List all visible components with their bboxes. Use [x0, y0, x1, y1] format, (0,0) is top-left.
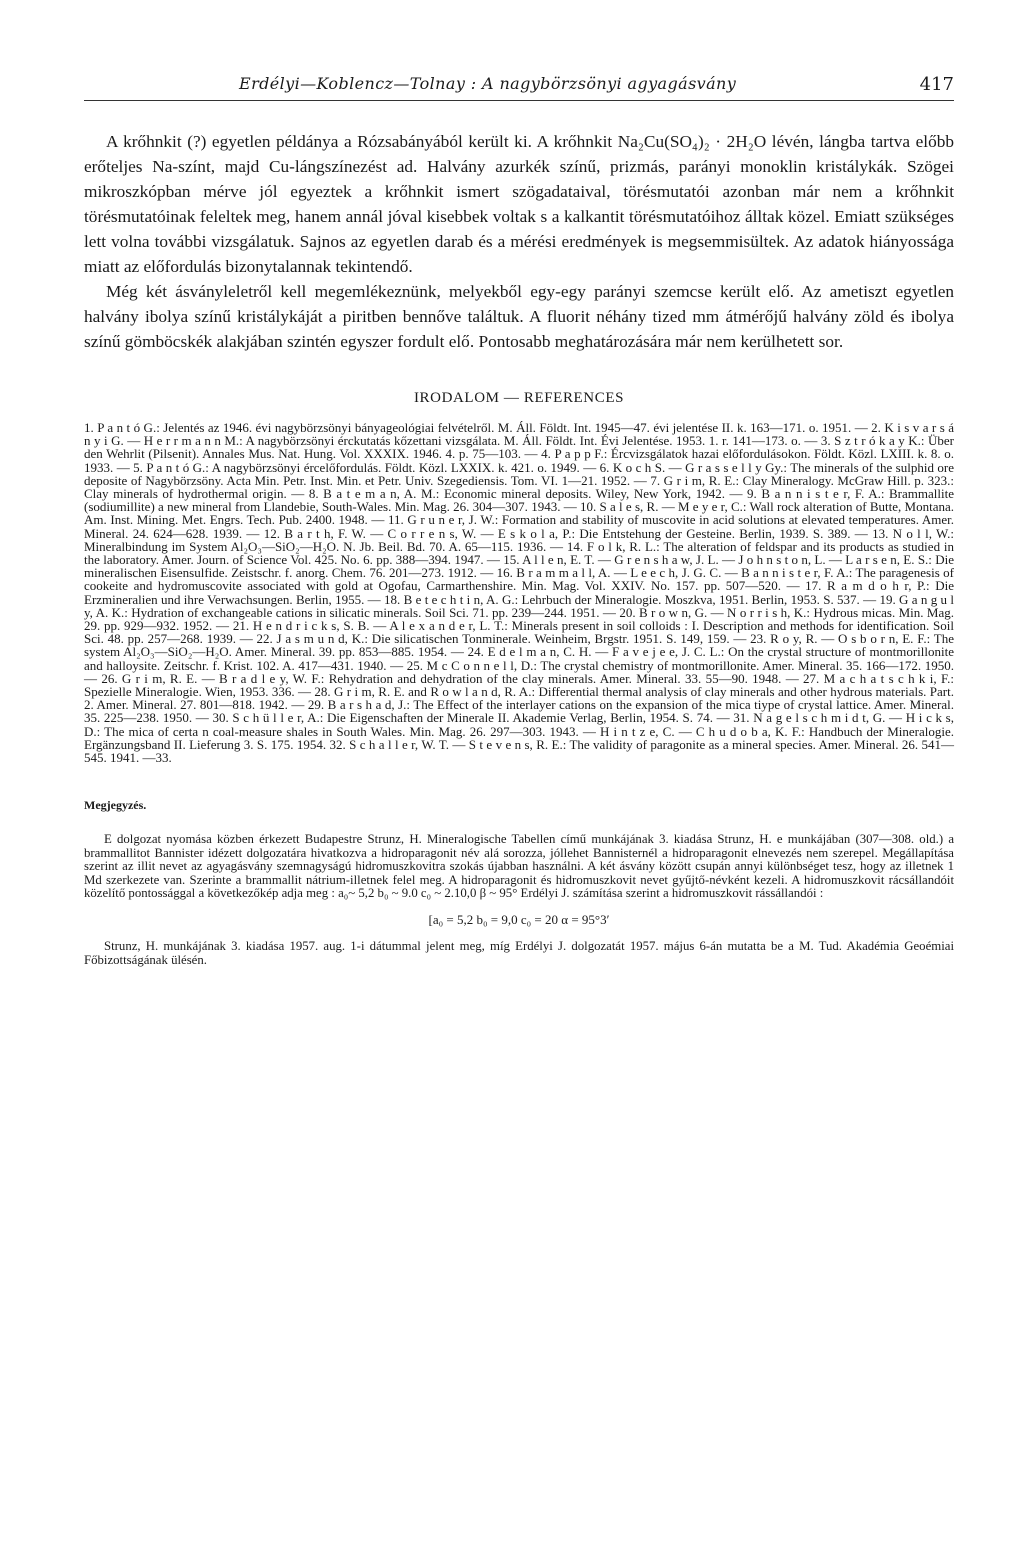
note-heading: Megjegyzés.	[84, 798, 147, 813]
body-paragraph: Még két ásványleletről kell megemlékeznünk, melyekből egy-egy parányi szemcse került elő. Az ametiszt egyetlen halvány ibolya színű kristálykáját a piritben bennőve találtuk. A fluorit néhány tized mm átmérőjű halvány zöld és ibolya színű gömböcskék alakjában szintén egyszer fordult elő. Pontosabb meghatározására már nem kerülhetett sor.	[84, 282, 954, 351]
body-paragraph: A krőhnkit (?) egyetlen példánya a Rózsabányából került ki. A krőhnkit Na₂Cu(SO₄)₂ · 2H₂O lévén, lángba tartva előbb erőteljes Na-színt, majd Cu-lángszínezést ad. Halvány azurkék színű, prizmás, parányi monoklin kristálykák. Szögei mikroszkópban mérve jól egyeztek a krőhnkit ismert szögadataival, törésmutatói azonban már nem a krőhnkit törésmutatóinak feleltek meg, hanem annál jóval kisebbek voltak s a kalkantit törésmutatóihoz álltak közel. Emiatt szükséges lett volna további vizsgálatuk. Sajnos az egyetlen darab és a mérési eredmények is megsemmisültek. Az adatok hiányossága miatt az előfordulás bizonytalannak tekintendő.	[84, 132, 954, 276]
note-paragraph: E dolgozat nyomása közben érkezett Budapestre Strunz, H. Mineralogische Tabellen című munkájának 3. kiadása Strunz, H. e munkájában (307—308. old.) a brammallitot Bannister idézett dolgozatára hivatkozva a hidroparagonit név alá sorozza, jóllehet Bannisternél a hidroparagonit elnevezés nem szerepel. Megállapítása szerint az illit nevet az agyagásvány szemnagyságú hidromuszkovitra szokás újabban használni. A két ásvány között csupán annyi különbséget tesz, hogy az illetnek 1 Md szerkezete van. Szerinte a brammallit nátrium-illetnek felel meg. A hidroparagonit és hidromuszkovit nevet gyűjtő-névként kezeli. A hidromuszkovit rácsállandóit közelítő pontossággal a következőkép adja meg : a₀~ 5,2 b₀ ~ 9.0 c₀ ~ 2.10,0 β ~ 95° Erdélyi J. számítása szerint a hidromuszkovit rássállandói :	[84, 832, 954, 900]
references-heading: IRODALOM — REFERENCES	[413, 390, 625, 406]
references-list: 1. P a n t ó G.: Jelentés az 1946. évi nagybörzsönyi bányageológiai felvételről. M. Áll. Földt. Int. 1945—47. évi jelentése II. k. 163—171. o. 1951. — 2. K i s v a r s á n y i G. — H e r r m a n n M.: A nagybörzsönyi érckutatás kőzettani vizsgálata. M. Áll. Földt. Int. Évi Jelentése. 1953. 1. r. 141—173. o. — 3. S z t r ó k a y K.: Über den Wehrlit (Pilsenit). Annales Mus. Nat. Hung. Vol. XXXIX. 1946. 4. p. 75—103. — 4. P a p p F.: Ércvizsgálatok hazai előfordulásokon. Földt. Közl. LXIII. k. 8. o. 1933. — 5. P a n t ó G.: A nagybörzsönyi ércelőfordulás. Földt. Közl. LXXIX. k. 421. o. 1949. — 6. K o c h S. — G r a s s e l l y Gy.: The minerals of the sulphid ore deposite of Nagybörzsöny. Acta Min. Petr. Inst. Min. et Petr. Univ. Szegediensis. Tom. VI. 1—21. 1952. — 7. G r i m, R. E.: Clay Mineralogy. McGraw Hill. p. 323.: Clay minerals of hydrothermal origin. — 8. B a t e m a n, A. M.: Economic mineral deposits. Wiley, New York, 1942. — 9. B a n n i s t e r, F. A.: Brammallite (sodiumillite) a new mineral from Llandebie, South-Wales. Min. Mag. 26. 304—307. 1943. — 10. S a l e s, R. — M e y e r, C.: Wall rock alteration of Butte, Montana. Am. Inst. Mining. Met. Engrs. Tech. Pub. 2400. 1948. — 11. G r u n e r, J. W.: Formation and stability of muscovite in acid solutions at elevated temperatures. Amer. Mineral. 24. 624—628. 1939. — 12. B a r t h, F. W. — C o r r e n s, W. — E s k o l a, P.: Die Entstehung der Gesteine. Berlin, 1939. S. 389. — 13. N o l l, W.: Mineralbindung im System Al₂O₃—SiO₂—H₂O. N. Jb. Beil. Bd. 70. A. 65—115. 1936. — 14. F o l k, R. L.: The alteration of feldspar and its products as studied in the laboratory. Amer. Journ. of Science Vol. 425. No. 6. pp. 388—394. 1947. — 15. A l l e n, E. T. — G r e n s h a w, J. L. — J o h n s t o n, L. — L a r s e n, E. S.: Die mineralischen Eisensulfide. Zeistschr. f. anorg. Chem. 76. 201—273. 1912. — 16. B r a m m a l l, A. — L e e c h, J. G. C. — B a n n i s t e r, F. A.: The paragenesis of cookeite and hydromuscovite associated with gold at Ogofau, Carmarthenshire. Min. Mag. Vol. XXIV. No. 157. pp. 507—520. — 17. R a m d o h r, P.: Die Erzmineralien und ihre Verwachsungen. Berlin, 1955. — 18. B e t e c h t i n, A. G.: Lehrbuch der Mineralogie. Moszkva, 1951. Berlin, 1953. S. 537. — 19. G a n g u l y, A. K.: Hydration of exchangeable cations in silicatic minerals. Soil Sci. 71. pp. 239—244. 1951. — 20. B r o w n, G. — N o r r i s h, K.: Hydrous micas. Min. Mag. 29. pp. 929—932. 1952. — 21. H e n d r i c k s, S. B. — A l e x a n d e r, L. T.: Minerals present in soil colloids : I. Description and methods for identification. Soil Sci. 48. pp. 257—268. 1939. — 22. J a s m u n d, K.: Die silicatischen Tonminerale. Weinheim, Brgstr. 1951. S. 149, 159. — 23. R o y, R. — O s b o r n, E. F.: The system Al₂O₃—SiO₂—H₂O. Amer. Mineral. 39. pp. 853—885. 1954. — 24. E d e l m a n, C. H. — F a v e j e e, J. C. L.: On the crystal structure of montmorillonite and halloysite. Zeitschr. f. Krist. 102. A. 417—431. 1940. — 25. M c C o n n e l l, D.: The crystal chemistry of montmorillonite. Amer. Mineral. 35. 166—172. 1950. — 26. G r i m, R. E. — B r a d l e y, W. F.: Rehydration and dehydration of the clay minerals. Amer. Mineral. 33. 55—90. 1948. — 27. M a c h a t s c h k i, F.: Spezielle Mineralogie. Wien, 1953. 336. — 28. G r i m, R. E. and R o w l a n d, R. A.: Differential thermal analysis of clay minerals and other hydrous materials. Part. 2. Amer. Mineral. 27. 801—818. 1942. — 29. B a r s h a d, J.: The Effect of the interlayer cations on the expansion of the mica tiype of crystal lattice. Amer. Mineral. 35. 225—238. 1950. — 30. S c h ü l l e r, A.: Die Eigenschaften der Minerale II. Akademie Verlag, Berlin, 1954. S. 74. — 31. N a g e l s c h m i d t, G. — H i c k s, D.: The mica of certa n coal-measure shales in South Wales. Min. Mag. 26. 297—303. 1943. — H i n t z e, C. — C h u d o b a, K. F.: Handbuch der Mineralogie. Ergänzungsband II. Lieferung 3. S. 175. 1954. 32. S c h a l l e r, W. T. — S t e v e n s, R. E.: The validity of paragonite as a mineral species. Amer. Mineral. 26. 541—545. 1941. —33.	[84, 420, 954, 766]
running-head: Erdélyi—Koblencz—Tolnay : A nagybörzsönyi agyagásvány	[239, 74, 737, 93]
page-number: 417	[919, 74, 954, 95]
body-text	[84, 129, 954, 354]
page	[84, 70, 954, 967]
note-paragraph: Strunz, H. munkájának 3. kiadása 1957. aug. 1-i dátummal jelent meg, míg Erdélyi J. dolgozatát 1957. május 6-án mutatta be a M. Tud. Akadémia Geoémiai Főbizottságának ülésén.	[84, 939, 954, 967]
lattice-constants-formula: [a₀ = 5,2 b₀ = 9,0 c₀ = 20 α = 95°3′	[428, 912, 610, 928]
page-header	[84, 70, 954, 101]
